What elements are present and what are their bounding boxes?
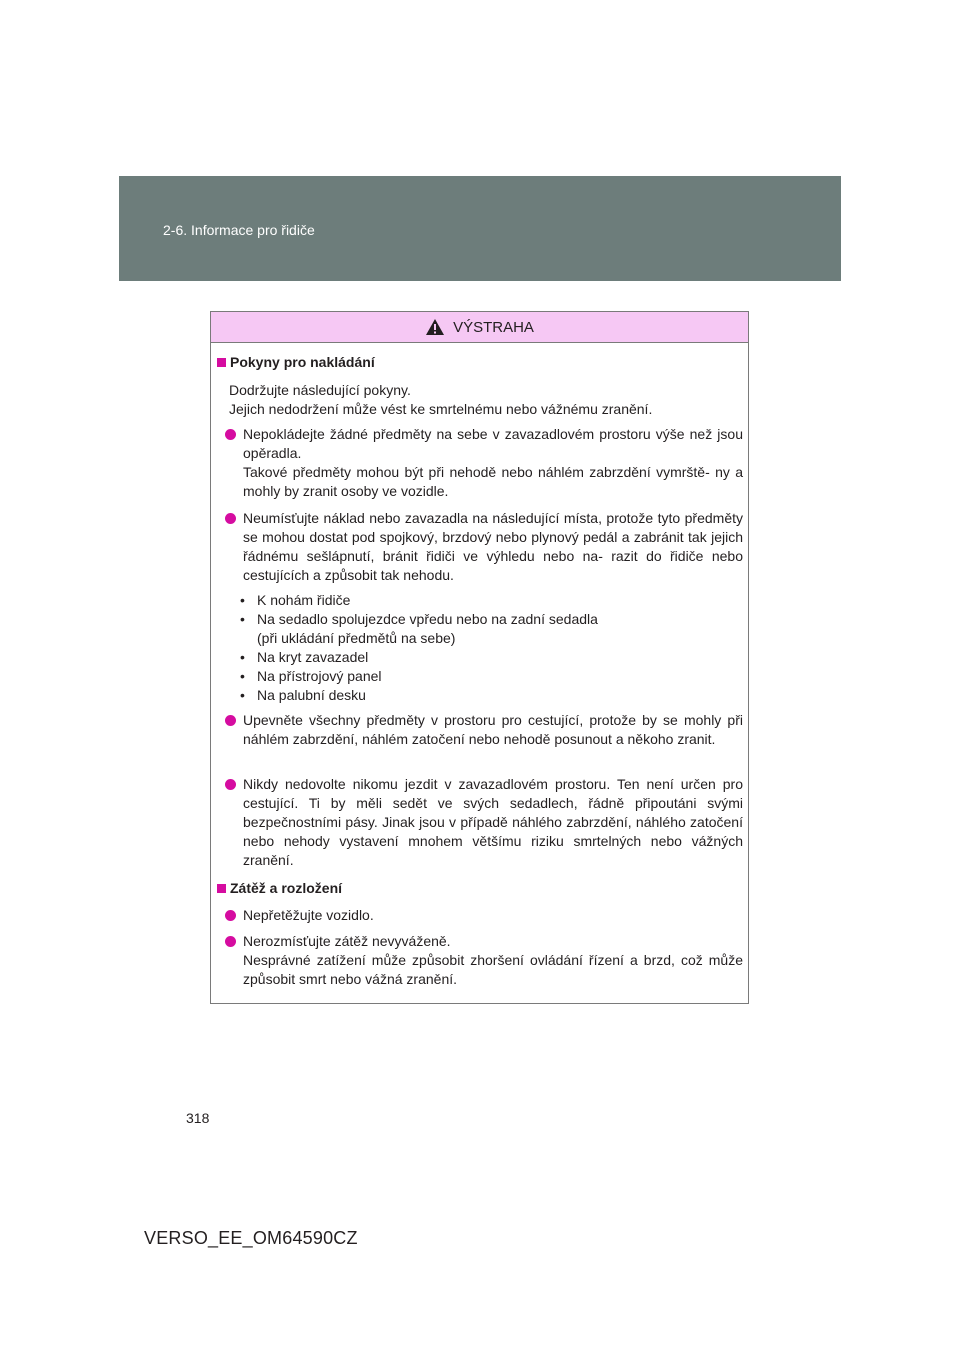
section-heading-load-distribution: Zátěž a rozložení	[217, 879, 342, 898]
warning-header	[211, 312, 748, 343]
document-code: VERSO_EE_OM64590CZ	[144, 1228, 358, 1248]
bullet-dot-icon	[225, 429, 236, 440]
sub-list-item: • Na přístrojový panel	[240, 668, 382, 684]
square-bullet-icon	[217, 884, 226, 893]
intro-line-1: Dodržujte následující pokyny.	[229, 382, 411, 398]
warning-box	[210, 311, 749, 1004]
header-band	[119, 176, 841, 281]
square-bullet-icon	[217, 358, 226, 367]
section-title: 2-6. Informace pro řidiče	[163, 222, 315, 238]
sub-list-item: • Na kryt zavazadel	[240, 649, 369, 665]
intro-line-2: Jejich nedodržení může vést ke smrtelnému nebo vážnému zranění.	[229, 401, 653, 417]
list-item: Nikdy nedovolte nikomu jezdit v zavazadlovém prostoru. Ten není určen pro cestující. Ti by měli sedět ve svých sedadlech, řádně připoutáni svými bezpečnostními pásy. Jinak jsou v případě náhlého zabrzdění, náhlého zatočení nebo nehody vystavení mnohem většímu riziku smrtelných nebo vážných zranění.	[225, 775, 743, 870]
list-item: Nepokládejte žádné předměty na sebe v zavazadlovém prostoru výše než jsou opěradla.	[225, 425, 743, 463]
list-item: Neumísťujte náklad nebo zavazadla na následující místa, protože tyto předměty se mohou dostat pod spojkový, brzdový nebo plynový pedál a zabránit tak jejich řádnému sešlápnutí, bránit řidiči ve výhledu nebo na- razit do řidiče nebo cestujících a způsobit tak nehodu.	[225, 509, 743, 585]
list-item: Nesprávné zatížení může způsobit zhoršení ovládání řízení a brzd, což může způsobit smrt nebo vážná zranění.	[243, 952, 743, 987]
bullet-dot-icon	[225, 715, 236, 726]
sub-list-item: • K nohám řidiče	[240, 592, 351, 608]
list-item: Nerozmísťujte zátěž nevyváženě.	[225, 932, 743, 951]
warning-triangle-icon	[425, 318, 445, 336]
bullet-dot-icon	[225, 779, 236, 790]
sub-list-item: • Na palubní desku	[240, 687, 366, 703]
bullet-dot-icon	[225, 936, 236, 947]
page-number: 318	[186, 1110, 210, 1126]
list-item: Nepřetěžujte vozidlo.	[225, 906, 743, 925]
list-item: Takové předměty mohou být při nehodě nebo náhlém zabrzdění vymrště- ny a mohly by zranit osoby ve vozidle.	[243, 464, 743, 499]
sub-list-item: (při ukládání předmětů na sebe)	[257, 630, 456, 646]
section-heading-loading: Pokyny pro nakládání	[217, 353, 375, 372]
bullet-dot-icon	[225, 910, 236, 921]
sub-list-item: • Na sedadlo spolujezdce vpředu nebo na zadní sedadla	[240, 611, 598, 627]
list-item: Upevněte všechny předměty v prostoru pro cestující, protože by se mohly při náhlém zabrzdění, náhlém zatočení nebo nehodě posunout a někoho zranit.	[225, 711, 743, 749]
warning-title: VÝSTRAHA	[453, 318, 534, 336]
bullet-dot-icon	[225, 513, 236, 524]
